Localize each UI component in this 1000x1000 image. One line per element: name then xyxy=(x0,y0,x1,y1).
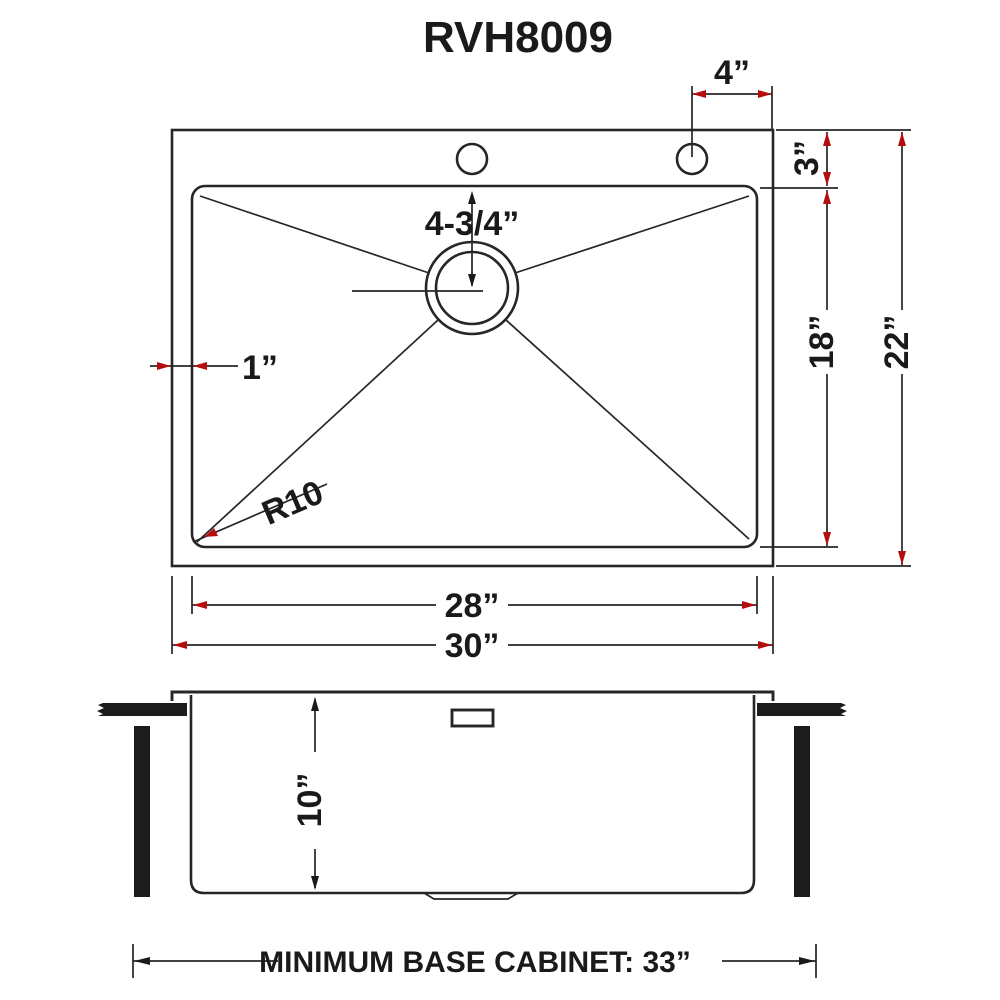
dim-bowl-width xyxy=(192,576,757,625)
cabinet-side-right xyxy=(794,726,810,897)
dim-label-drain-setback: 4-3/4” xyxy=(424,205,520,243)
arrow-down-icon xyxy=(898,551,906,565)
dim-label-faucet-spacing: 4” xyxy=(714,54,750,92)
arrow-right-icon xyxy=(157,362,171,370)
countertop-left xyxy=(97,703,187,716)
cabinet-dimension xyxy=(133,944,816,979)
slope-line-top-left xyxy=(200,196,429,273)
dim-rim-width xyxy=(150,349,278,387)
page-title: RVH8009 xyxy=(423,13,613,62)
arrow-up-icon xyxy=(468,191,476,204)
cabinet-side-left xyxy=(134,726,150,897)
dim-label-rim-width: 1” xyxy=(242,349,278,387)
dim-label-corner-radius: R10 xyxy=(256,473,329,533)
dim-label-bowl-width: 28” xyxy=(444,587,500,625)
arrow-up-icon xyxy=(311,697,319,711)
arrow-down-icon xyxy=(468,274,476,287)
dim-bowl-depth xyxy=(291,697,329,890)
dim-label-hole-setback: 3” xyxy=(788,140,826,176)
dim-label-bowl-depth: 10” xyxy=(291,772,329,828)
dim-label-bowl-front-to-back: 18” xyxy=(803,314,841,370)
rim-profile xyxy=(172,692,773,701)
arrow-right-icon xyxy=(758,641,772,649)
arrow-left-icon xyxy=(692,90,706,98)
dim-hole-setback xyxy=(788,132,831,186)
arrow-down-icon xyxy=(311,876,319,890)
arrow-up-icon xyxy=(823,190,831,204)
side-view xyxy=(97,692,847,899)
overflow-hole xyxy=(452,710,493,726)
arrow-down-icon xyxy=(823,532,831,546)
dim-bowl-front-to-back xyxy=(803,190,841,546)
countertop-right xyxy=(757,703,847,716)
arrow-left-icon xyxy=(173,641,187,649)
arrow-right-icon xyxy=(799,957,815,965)
dim-label-overall-front-to-back: 22” xyxy=(878,314,916,370)
slope-line-bottom-right xyxy=(506,320,749,539)
min-base-cabinet-note: MINIMUM BASE CABINET: 33” xyxy=(259,946,691,979)
arrow-left-icon xyxy=(193,362,207,370)
dim-overall-front-to-back xyxy=(878,132,916,565)
top-view xyxy=(150,54,916,665)
arrow-right-icon xyxy=(742,601,756,609)
arrow-right-icon xyxy=(758,90,772,98)
dim-label-overall-width: 30” xyxy=(444,627,500,665)
arrow-left-icon xyxy=(193,601,207,609)
dim-faucet-spacing xyxy=(692,54,772,157)
arrow-left-icon xyxy=(134,957,150,965)
faucet-hole-center xyxy=(457,144,487,174)
slope-line-top-right xyxy=(515,196,749,273)
arrow-up-icon xyxy=(898,132,906,146)
